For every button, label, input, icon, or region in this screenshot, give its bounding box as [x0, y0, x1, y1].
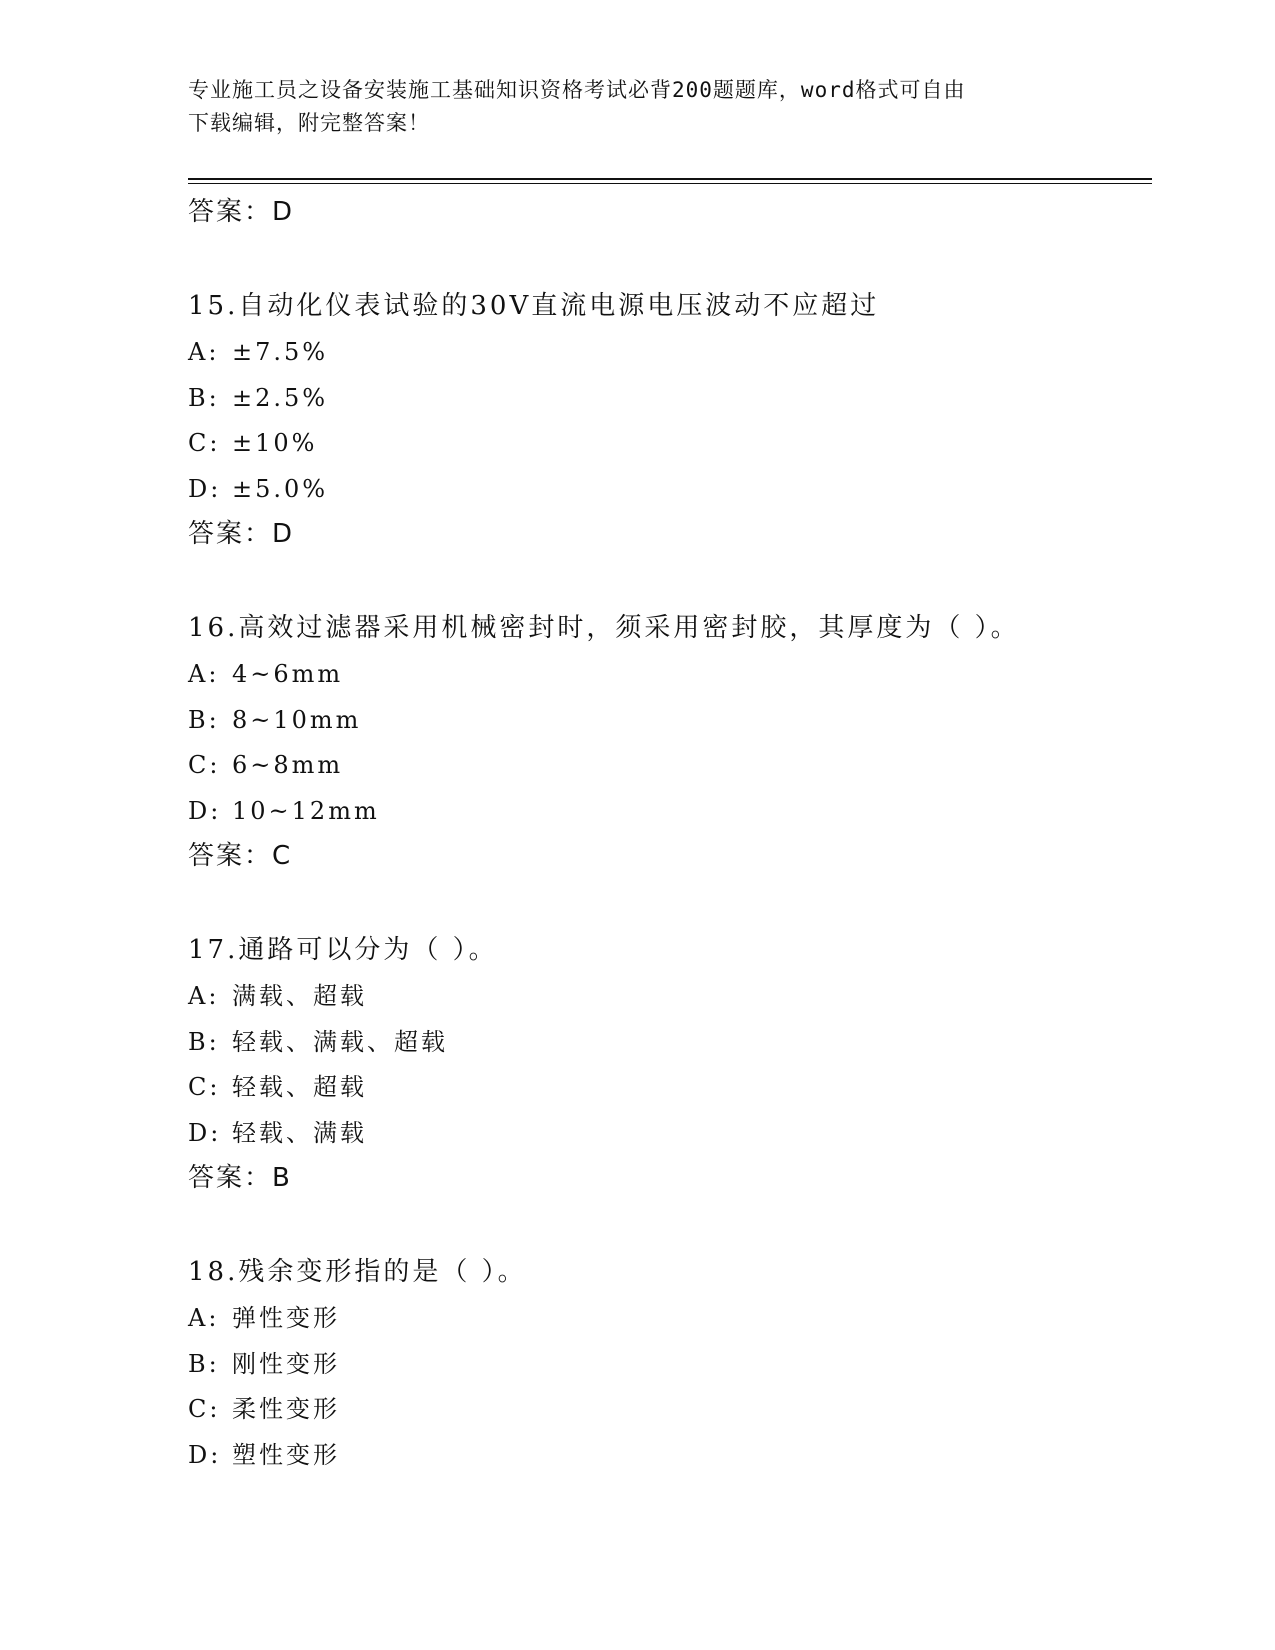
option-a — [188, 1296, 1148, 1342]
answer-text: 答案：B — [188, 1163, 292, 1193]
option-b — [188, 1020, 1148, 1066]
option-letter: B: — [188, 1027, 220, 1056]
option-letter: B: — [188, 1349, 220, 1378]
option-text: 弹性变形 — [232, 1304, 340, 1332]
question-number: 18. — [188, 1257, 239, 1287]
answer-text: 答案：C — [188, 841, 293, 871]
option-a — [188, 330, 1148, 376]
header-line-1: 专业施工员之设备安装施工基础知识资格考试必背200题题库，word格式可自由 — [188, 78, 966, 102]
question-stem: 高效过滤器采用机械密封时，须采用密封胶，其厚度为（ ）。 — [238, 613, 1020, 643]
question-block-15 — [188, 282, 1148, 556]
option-c — [188, 1065, 1148, 1111]
document-header — [188, 74, 1088, 140]
document-body — [188, 190, 1148, 1478]
question-text — [188, 926, 1148, 974]
question-number: 16. — [188, 613, 239, 643]
option-letter: D: — [188, 796, 222, 825]
option-c — [188, 743, 1148, 789]
option-letter: D: — [188, 1440, 222, 1469]
spacer — [188, 556, 1148, 604]
option-letter: B: — [188, 383, 220, 412]
question-block-17 — [188, 926, 1148, 1200]
option-text: 6~8mm — [232, 751, 344, 779]
option-d — [188, 1111, 1148, 1157]
option-letter: A: — [188, 660, 220, 688]
option-letter: C: — [188, 751, 221, 779]
header-divider-thick — [188, 178, 1152, 180]
question-block-18 — [188, 1248, 1148, 1478]
option-text: 塑性变形 — [232, 1440, 340, 1469]
answer-text: 答案：D — [188, 519, 295, 549]
question-text — [188, 604, 1148, 652]
option-text: 轻载、满载、超载 — [232, 1027, 448, 1056]
header-line-2: 下载编辑，附完整答案！ — [188, 111, 430, 135]
option-d — [188, 789, 1148, 835]
option-text: 轻载、超载 — [232, 1073, 367, 1101]
answer-previous: 答案：D — [188, 197, 295, 227]
option-letter: C: — [188, 429, 221, 457]
option-c — [188, 1387, 1148, 1433]
option-text: 8~10mm — [232, 705, 362, 734]
option-text: 刚性变形 — [232, 1349, 340, 1378]
spacer — [188, 878, 1148, 926]
spacer — [188, 1200, 1148, 1248]
option-b — [188, 376, 1148, 422]
question-stem: 自动化仪表试验的30V直流电源电压波动不应超过 — [238, 291, 880, 321]
question-stem: 通路可以分为（ ）。 — [238, 935, 498, 965]
question-number: 17. — [188, 935, 239, 965]
question-text — [188, 282, 1148, 330]
question-number: 15. — [188, 291, 239, 321]
option-text: ±5.0% — [232, 474, 329, 503]
option-text: 4~6mm — [232, 660, 344, 688]
option-text: 10~12mm — [232, 796, 380, 825]
option-letter: A: — [188, 982, 220, 1010]
option-text: 柔性变形 — [232, 1395, 340, 1423]
option-letter: A: — [188, 1304, 220, 1332]
option-letter: C: — [188, 1395, 221, 1423]
question-block-16 — [188, 604, 1148, 878]
spacer — [188, 234, 1148, 282]
option-text: ±2.5% — [232, 383, 329, 412]
option-letter: D: — [188, 1118, 222, 1147]
option-d — [188, 1433, 1148, 1479]
option-a — [188, 974, 1148, 1020]
option-text: 轻载、满载 — [232, 1118, 367, 1147]
option-b — [188, 1342, 1148, 1388]
option-text: 满载、超载 — [232, 982, 367, 1010]
option-letter: D: — [188, 474, 222, 503]
option-letter: A: — [188, 338, 220, 366]
option-text: ±7.5% — [232, 338, 329, 366]
option-c — [188, 421, 1148, 467]
option-b — [188, 698, 1148, 744]
header-divider-thin — [188, 183, 1152, 184]
question-stem: 残余变形指的是（ ）。 — [238, 1257, 527, 1287]
option-text: ±10% — [232, 429, 318, 457]
option-d — [188, 467, 1148, 513]
option-letter: B: — [188, 705, 220, 734]
question-text — [188, 1248, 1148, 1296]
option-letter: C: — [188, 1073, 221, 1101]
option-a — [188, 652, 1148, 698]
